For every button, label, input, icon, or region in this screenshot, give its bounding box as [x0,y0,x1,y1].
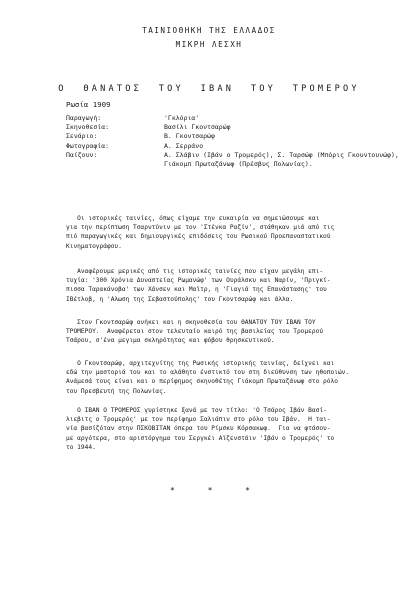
star-mark: * [170,486,175,495]
text-line: Τσάρου, σ'ένα μεγιμα σκληρότητας και φόβου θρησκευτικού. [66,337,275,345]
archive-name: ΤΑΙΝΙΟΘΗΚΗ ΤΗΣ ΕΛΛΑΔΟΣ [142,26,276,35]
film-country-year: Ρωσία 1909 [66,100,111,109]
film-title: Ο ΘΑΝΑΤΟΣ ΤΟΥ ΙΒΑΝ ΤΟΥ ΤΡΟΜΕΡΟΥ [58,84,360,94]
credit-production [66,114,200,123]
text-line: ΤΡΟΜΕΡΟΥ. Αναφέρεται στον τελευταίο καιρό της βασιλείας του Τρομερού [66,328,324,336]
credit-label: Παραγωγή: [66,114,102,122]
text-line: πιό παραγωγικές και δημιουργικές επιδόσεις του Ρωσικού Προεπαναστατικού [66,233,331,241]
text-line: Ανάμεσά τους είναι και ο περίφημος σκηνοθέτης Γιάκομπ Πρωταζάνωφ στο ρόλο [66,378,338,386]
paragraph-goncharov [66,359,372,396]
credits-block [66,114,399,169]
star-mark: * [245,486,250,495]
text-line: Οι ιστορικές ταινίες, όπως είχαμε την ευκαιρία να σημειώσουμε και [66,215,320,222]
credit-direction [66,123,231,132]
text-line: πισσα Ταρακάνοβα' των Χάνσεν και Μαϊτρ, η 'Γιαγιά της Επανάστασης' του [66,286,327,294]
credit-label: Παίζουν: [66,150,98,159]
paragraph-historical-films [66,214,372,251]
text-line: Ο ΙΒΑΝ Ο ΤΡΟΜΕΡΟΣ γυρίστηκε ξανά με τον τίτλο: 'Ο Τσάρος Ιβάν Βασί- [66,407,327,414]
text-line: τυχία: '300 Χρόνια Δυναστείας Ρωμανώφ' των Ουράλσκυ και Ναρίν, 'Πριγκί- [66,277,331,285]
text-line: Κινηματογράφου. [66,242,122,250]
text-line: Ο Γκοντσαρώφ, αρχιτεχνίτης της Ρωσικής ιστορικής ταινίας, δείχνει και [66,360,335,367]
text-line: λιεβιτς ο Τρομερός' με τον περίφημο Σαλιάπιν στο ρόλο του Ιβάν. Η ται- [66,416,331,424]
text-line: για την περίπτωση Τσαρντύνιν με τον 'Στένκα Ραζίν', στάθηκαν μιά από τις [66,224,335,232]
text-line: Αναφέρουμε μερικές από τις ιστορικές ταινίες που είχαν μεγάλη επι- [66,268,324,275]
credit-value: 'Γκλόρια' [164,114,200,122]
text-line: Στον Γκοντσαρώφ ανήκει και η σκηνοθεσία του ΘΑΝΑΤΟΥ ΤΟΥ ΙΒΑΝ ΤΟΥ [66,319,316,326]
credit-label: Σενάριο: [66,132,98,141]
text-line: νία βασίζόταν στην ΠΣΚΟΒΙΤΑΝ όπερα του Ρίμσκυ Κόρσακωφ. Για να φτάσου- [66,425,331,433]
credit-photography [66,141,204,151]
paragraph-direction [66,318,372,346]
credit-cast [66,150,399,169]
text-line: ΙΒέτλοβ, η 'Αλωση της Σεβαστούπολης' του Γκοντσαρώφ και άλλα. [66,295,294,303]
club-name: ΜΙΚΡΗ ΛΕΣΧΗ [175,40,243,49]
text-line: του Πρεσβευτή της Πολωνίας. [66,387,167,395]
text-line: με αργότερα, στο αριστόργημα του Σεργκέι Αϊζενστάιν 'Ιβάν ο Τρομερός' το [66,434,335,442]
text-line: εδώ την μαστοριά του και το αλάθητο ένστικτό του στη διεύθυνση των ηθοποιών. [66,369,350,377]
credit-screenplay [66,132,215,141]
credit-value: Β. Γκοντσαρώφ [164,132,215,141]
paragraph-remake [66,406,372,452]
credit-value: Βασίλι Γκοντσαρώφ [164,123,231,132]
paragraph-successful-films [66,267,372,304]
end-separator [170,486,250,495]
credit-value-continued: Γιάκομπ Πρωταζάνωφ (Πρέσβυς Πολωνίας). [164,159,313,168]
credit-value: Α. Σλάβιν (Ιβάν ο Τρομερός), Σ. Ταρσώφ (Μπόρις Γκουντουνώφ), [164,150,399,159]
credit-value: Α. Σερράνο [164,141,204,150]
credit-label: Σκηνοθεσία: [66,123,110,132]
credit-label: Φωτογραφία: [66,141,110,150]
text-line: το 1944. [66,443,96,451]
star-mark: * [207,486,213,495]
